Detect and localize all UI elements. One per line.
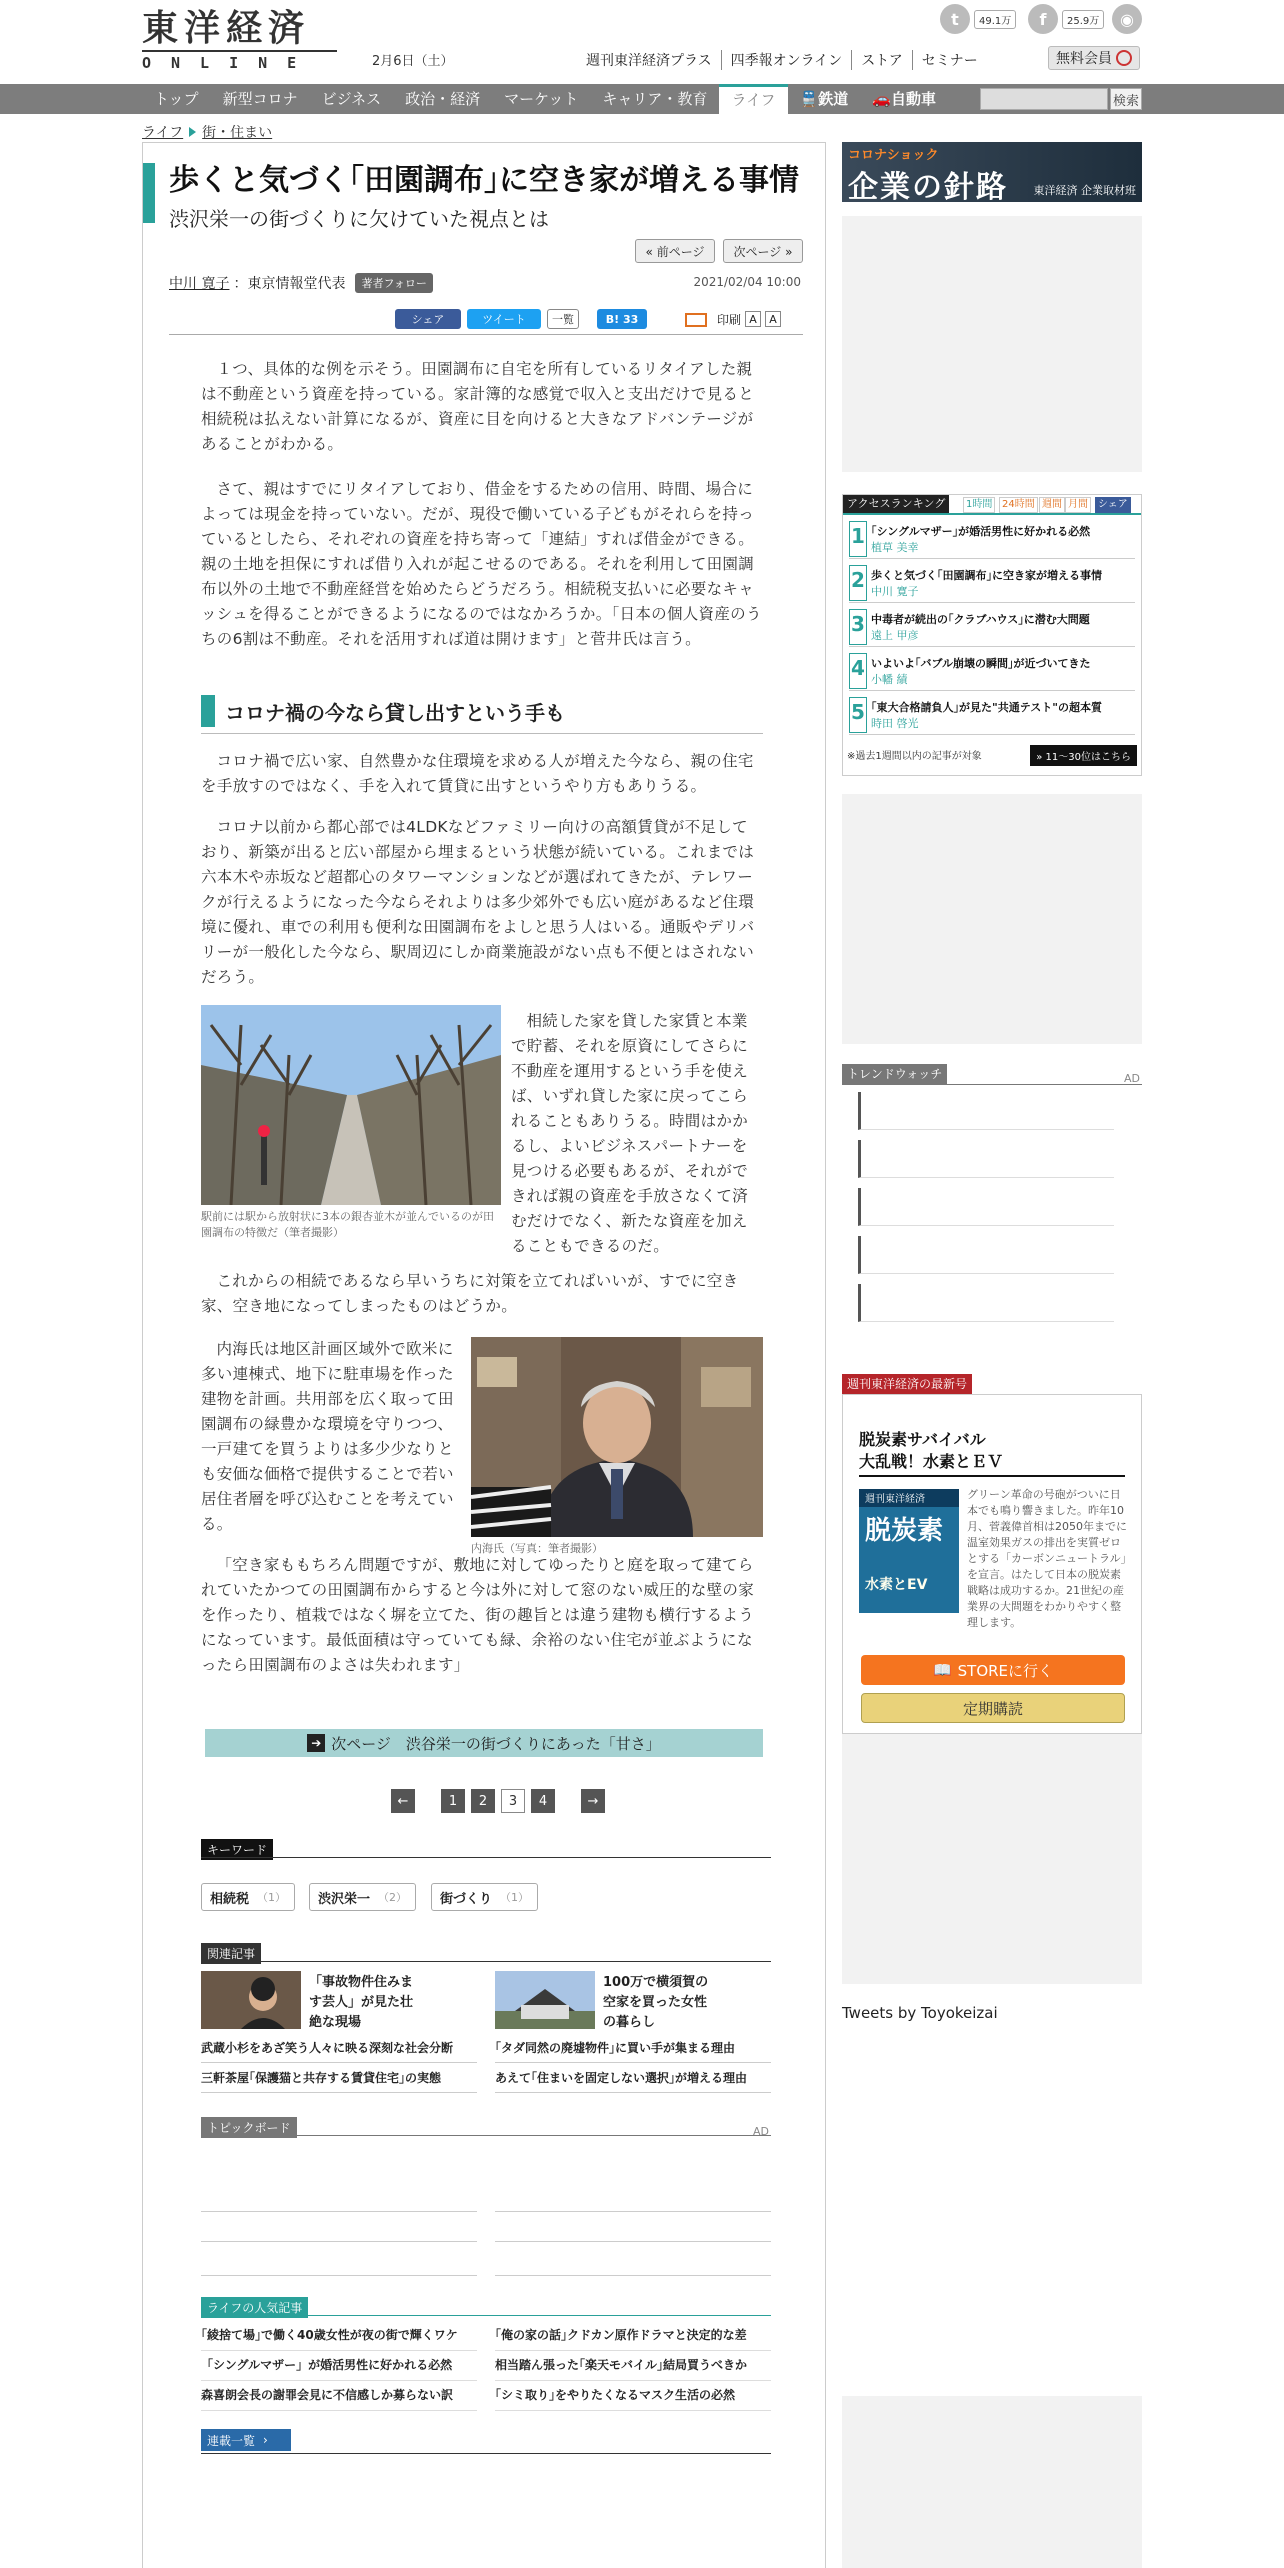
related-link[interactable]: ｢タダ同然の廃墟物件｣に買い手が集まる理由 xyxy=(495,2035,771,2063)
nav-item-top[interactable]: トップ xyxy=(154,90,199,108)
logo-wordmark: 東洋経済 xyxy=(142,7,311,49)
access-ranking xyxy=(842,494,1142,776)
logo-subtitle: ONLINE xyxy=(142,50,337,72)
pagination xyxy=(391,1789,605,1813)
next-page-button[interactable]: 次ページ » xyxy=(723,239,803,263)
nav-railway-label: 鉄道 xyxy=(818,90,849,108)
train-icon: 🚆 xyxy=(799,90,819,108)
paragraph: これからの相続であるなら早いうちに対策を立てればいいが、すでに空き家、空き地になってしまったものはどうか。 xyxy=(201,1272,739,1315)
site-logo[interactable] xyxy=(142,8,337,72)
related-thumbnail[interactable] xyxy=(495,1971,595,2029)
cover-brand: 週刊東洋経済 xyxy=(865,1494,925,1505)
topic-board-divider xyxy=(201,2275,477,2276)
tweet-button[interactable]: ツイート xyxy=(467,309,541,329)
trend-item[interactable] xyxy=(858,1092,1114,1130)
header-link-store[interactable]: ストア xyxy=(851,50,912,70)
ad-label: AD xyxy=(753,2125,769,2138)
ranking-item[interactable] xyxy=(849,519,1135,559)
ranking-title: ｢シングルマザー｣が婚活男性に好かれる必然 xyxy=(871,525,1091,538)
ranking-tab-1h[interactable]: 1時間 xyxy=(963,497,995,513)
popular-link[interactable]: ｢綾捨て場｣で働く40歳女性が夜の街で輝くワケ xyxy=(201,2321,477,2351)
font-large-button[interactable]: A xyxy=(745,311,761,327)
keyword-label: 街づくり xyxy=(440,1891,493,1907)
author-name[interactable]: 中川 寛子 xyxy=(169,276,230,292)
nav-item-life[interactable]: ライフ xyxy=(719,84,787,114)
corona-shock-banner[interactable] xyxy=(842,142,1142,202)
weekly-description: グリーン革命の号砲がついに日本でも鳴り響きました。昨年10月、菅義偉首相は2050年までに温室効果ガスの排出を実質ゼロとする「カーボンニュートラル」を宣言。はたして日本の脱炭素戦略は成功するか。21世紀の産業界の大問題をわかりやすく整理します。 xyxy=(967,1488,1127,1629)
ranking-number: 3 xyxy=(849,609,867,645)
ranking-author: 小幡 績 xyxy=(871,673,908,686)
paragraph: コロナ禍で広い家、自然豊かな住環境を求める人が増えた今なら、親の住宅を手放すのではなく、手を入れて賃貸に出すというやり方もありうる。 xyxy=(201,752,754,795)
section-heading-accent xyxy=(201,695,215,727)
header-link-weekly-plus[interactable]: 週刊東洋経済プラス xyxy=(586,53,712,69)
member-icon xyxy=(1116,50,1132,66)
keyword-label: 相続税 xyxy=(210,1891,250,1907)
site-header xyxy=(0,0,1284,84)
list-button[interactable]: 一覧 xyxy=(547,309,579,329)
article-date: 2021/02/04 10:00 xyxy=(693,275,801,289)
ranking-item[interactable] xyxy=(849,563,1135,603)
uchiumi-portrait-photo[interactable] xyxy=(471,1337,763,1537)
ranking-author: 遠上 甲彦 xyxy=(871,629,919,642)
twitter-count: 49.1万 xyxy=(974,10,1016,29)
weekly-title-line: 脱炭素サバイバル xyxy=(859,1430,986,1449)
print-button[interactable]: 印刷 xyxy=(717,313,742,327)
nav-item-politics[interactable]: 政治・経済 xyxy=(405,90,481,108)
ranking-number: 1 xyxy=(849,521,867,557)
store-button[interactable] xyxy=(861,1655,1125,1685)
free-member-button[interactable] xyxy=(1048,46,1140,70)
serial-list-button[interactable] xyxy=(201,2429,291,2451)
ranking-title: ｢東大合格請負人｣が見た"共通テスト"の超本質 xyxy=(871,701,1103,714)
ranking-more-link[interactable]: » 11～30位はこちら xyxy=(1030,745,1137,766)
topic-board-heading: トピックボード xyxy=(201,2117,297,2138)
article-column xyxy=(142,142,826,2568)
trend-item[interactable] xyxy=(858,1188,1114,1226)
related-feature-title[interactable]: 100万で横須賀の空家を買った女性の暮らし xyxy=(603,1975,709,2030)
related-feature-title[interactable]: 「事故物件住みます芸人」が見た壮絶な現場 xyxy=(309,1975,414,2030)
search-input[interactable] xyxy=(980,88,1108,110)
ranking-heading: アクセスランキング xyxy=(843,495,949,513)
mail-icon[interactable] xyxy=(685,313,707,327)
rss-link[interactable] xyxy=(1112,4,1142,34)
nav-item-automobile[interactable] xyxy=(860,84,948,114)
related-link[interactable]: 武蔵小杉をあざ笑う人々に映る深刻な社会分断 xyxy=(201,2035,477,2063)
book-icon: 📖 xyxy=(932,1661,952,1679)
breadcrumb-root[interactable]: ライフ xyxy=(142,125,184,141)
nav-item-career[interactable]: キャリア・教育 xyxy=(602,90,708,108)
trend-heading: トレンドウォッチ xyxy=(842,1064,947,1084)
serial-rule xyxy=(201,2453,771,2454)
section-heading: コロナ禍の今なら貸し出すという手も xyxy=(225,701,565,725)
ranking-item[interactable] xyxy=(849,607,1135,647)
ad-slot[interactable] xyxy=(842,216,1142,472)
topic-board-divider xyxy=(201,2241,477,2242)
related-heading: 関連記事 xyxy=(201,1943,261,1964)
hatena-bookmark-button[interactable]: B! 33 xyxy=(597,309,647,329)
pagination-page[interactable]: 2 xyxy=(471,1789,495,1813)
next-page-link-label: 次ページ 渋谷栄一の街づくりにあった「甘さ」 xyxy=(331,1734,661,1753)
keywords-heading: キーワード xyxy=(201,1839,273,1860)
section-heading-rule xyxy=(201,733,763,734)
popular-link[interactable]: 相当踏ん張った｢楽天モバイル｣結局買うべきか xyxy=(495,2351,771,2381)
car-icon: 🚗 xyxy=(872,90,891,108)
facebook-icon: f xyxy=(1028,4,1058,34)
ginkgo-street-photo[interactable] xyxy=(201,1005,501,1205)
article-title: 歩くと気づく｢田園調布｣に空き家が増える事情 xyxy=(169,163,799,198)
banner-kicker: コロナショック xyxy=(848,148,939,163)
author-line xyxy=(169,273,433,293)
font-small-button[interactable]: A xyxy=(765,311,781,327)
weekly-cover-image[interactable] xyxy=(859,1489,959,1613)
keyword-label: 渋沢栄一 xyxy=(318,1891,371,1907)
ranking-title: いよいよ｢バブル崩壊の瞬間｣が近づいてきた xyxy=(871,657,1091,670)
ranking-tab-bar xyxy=(843,495,1141,515)
ranking-tab-share[interactable]: シェア xyxy=(1095,497,1131,513)
ranking-tab-week[interactable]: 週間 xyxy=(1039,497,1065,513)
nav-item-covid[interactable]: 新型コロナ xyxy=(222,90,298,108)
photo-side-text: 内海氏は地区計画区域外で欧米に多い連棟式、地下に駐車場を作った建物を計画。共用部を広く取って田園調布の緑豊かな環境を守りつつ、一戸建てを買うよりは多少少なりとも安価な価格で提供することで若い居住者層を呼び込むことを考えている。 xyxy=(201,1340,454,1533)
facebook-follow[interactable] xyxy=(1028,4,1104,34)
trend-item[interactable] xyxy=(858,1284,1114,1322)
photo-side-text: 相続した家を貸した家賃と本業で貯蓄、それを原資にしてさらに不動産を運用するという手を使えば、いずれ貸した家に戻ってこられることもありうる。時間はかかるし、よいビジネスパートナーを見つける必要もあるが、それができれば親の資産を手放さなくて済むだけでなく、新たな資産を加えることもできるのだ。 xyxy=(511,1012,749,1255)
header-link-shikiho[interactable]: 四季報オンライン xyxy=(721,50,852,70)
nav-car-label: 自動車 xyxy=(890,90,936,108)
keyword-tag[interactable] xyxy=(431,1883,538,1911)
topic-board-divider xyxy=(201,2211,477,2212)
keyword-count: （2） xyxy=(378,1891,408,1904)
breadcrumb-current[interactable]: 街・住まい xyxy=(202,125,273,141)
article-subtitle: 渋沢栄一の街づくりに欠けていた視点とは xyxy=(169,207,549,231)
pagination-prev-icon[interactable]: ← xyxy=(391,1789,415,1813)
ranking-author: 中川 寛子 xyxy=(871,585,919,598)
nav-item-railway[interactable] xyxy=(788,84,861,114)
topic-board-divider xyxy=(495,2211,771,2212)
life-popular-rule xyxy=(201,2315,771,2316)
header-link-seminar[interactable]: セミナー xyxy=(912,50,987,70)
weekly-title-rule xyxy=(859,1475,1125,1477)
keyword-count: （1） xyxy=(500,1891,530,1904)
popular-link[interactable]: ｢シミ取り｣をやりたくなるマスク生活の必然 xyxy=(495,2381,771,2411)
nav-item-market[interactable]: マーケット xyxy=(504,90,579,108)
banner-title: 企業の針路 xyxy=(848,170,1008,202)
trend-rule xyxy=(842,1084,1142,1085)
title-accent xyxy=(143,163,155,223)
weekly-title-line: 大乱戦！水素とＥＶ xyxy=(859,1452,1004,1471)
keyword-tag[interactable] xyxy=(309,1883,416,1911)
pagination-next-icon[interactable]: → xyxy=(581,1789,605,1813)
photo-caption: 内海氏（写真：筆者撮影） xyxy=(471,1542,603,1555)
keyword-tag[interactable] xyxy=(201,1883,295,1911)
weekly-title[interactable] xyxy=(859,1429,1003,1473)
ranking-number: 2 xyxy=(849,565,867,601)
ad-slot[interactable] xyxy=(842,1734,1142,1984)
share-bar xyxy=(169,307,803,335)
ranking-tab-month[interactable]: 月間 xyxy=(1065,497,1091,513)
ranking-footnote: ※過去1週間以内の記事が対象 xyxy=(847,751,982,762)
ranking-author: 時田 啓光 xyxy=(871,717,919,730)
global-nav xyxy=(0,84,1284,114)
breadcrumb-arrow-icon xyxy=(189,127,196,137)
weekly-box xyxy=(842,1394,1142,1734)
related-link[interactable]: 三軒茶屋｢保護猫と共存する賃貸住宅｣の実態 xyxy=(201,2065,477,2093)
banner-credit: 東洋経済 企業取材班 xyxy=(1033,184,1136,197)
topic-board-divider xyxy=(495,2241,771,2242)
author-follow-button[interactable]: 著者フォロー xyxy=(355,273,432,293)
serial-list-label: 連載一覧 xyxy=(207,2433,256,2448)
topic-board-rule xyxy=(201,2135,771,2136)
paragraph: さて、親はすでにリタイアしており、借金をするための信用、時間、場合によっては現金を持っていない。だが、現役で働いている子どもがそれらを持っているとしたら、それぞれの資産を持ち寄って「連結」すれば借金ができる。親の土地を担保にすれば借り入れが起こせるのである。それを利用して田園調布以外の土地で不動産経営を始めたらどうだろう。相続税支払いに必要なキャッシュを得ることができるようになるのではなかろうか。「日本の個人資産のうちの6割は不動産。それを活用すれば道は開けます」と菅井氏は言う。 xyxy=(201,480,762,648)
store-button-label: STOREに行く xyxy=(957,1661,1054,1680)
author-role: ：東京情報堂代表 xyxy=(233,276,346,292)
rss-icon: ◉ xyxy=(1112,4,1142,34)
cover-subtitle: 水素とEV xyxy=(865,1577,928,1593)
paragraph: コロナ以前から都心部では4LDKなどファミリー向けの高額賃貸が不足しており、新築が出ると広い部屋から埋まるという状態が続いている。これまでは六本木や赤坂など超都心のタワーマンションなどが選ばれてきたが、テレワークが行えるようになった今ならそれよりは多少郊外でも広い庭があるなど住環境に優れ、車での利用も便利な田園調布をよしと思う人はいる。通販やデリバリーが一般化した今なら、駅周辺にしか商業施設がない点も不便とはされないだろう。 xyxy=(201,818,755,986)
subscribe-button[interactable]: 定期購読 xyxy=(861,1693,1125,1723)
trend-item[interactable] xyxy=(858,1140,1114,1178)
member-label: 無料会員 xyxy=(1056,51,1112,67)
next-page-link[interactable] xyxy=(205,1729,763,1757)
chevron-right-icon: › xyxy=(263,2433,268,2447)
keyword-count: （1） xyxy=(257,1891,287,1904)
nav-item-business[interactable]: ビジネス xyxy=(321,90,382,108)
weekly-latest-issue xyxy=(842,1374,1142,1718)
trend-item[interactable] xyxy=(858,1236,1114,1274)
ad-slot[interactable] xyxy=(842,794,1142,1044)
ranking-author: 植草 美幸 xyxy=(871,541,919,554)
cover-title: 脱炭素 xyxy=(865,1516,944,1546)
ranking-item[interactable] xyxy=(849,651,1135,691)
ranking-tab-24h[interactable]: 24時間 xyxy=(999,497,1038,513)
pagination-page[interactable]: 4 xyxy=(531,1789,555,1813)
related-rule xyxy=(201,1961,771,1962)
related-link[interactable]: あえて｢住まいを固定しない選択｣が増える理由 xyxy=(495,2065,771,2093)
keywords-rule xyxy=(201,1857,771,1858)
quote-paragraph: 「空き家ももちろん問題ですが、敷地に対してゆったりと庭を取って建てられていたかつての田園調布からすると今は外に対して窓のない威圧的な壁の家を作ったり、植栽ではなく塀を立てた、街の趣旨とは違う建物も横行するようになっています。最低面積は守っていても緑、余裕のない住宅が並ぶようになったら田園調布のよさは失われます」 xyxy=(201,1556,755,1674)
weekly-heading: 週刊東洋経済の最新号 xyxy=(842,1374,972,1394)
paragraph: １つ、具体的な例を示そう。田園調布に自宅を所有しているリタイアした親は不動産という資産を持っている。家計簿的な感覚で収入と支出だけで見ると相続税は払えない計算になるが、資産に目を向けると大きなアドバンテージがあることがわかる。 xyxy=(201,360,755,453)
facebook-count: 25.9万 xyxy=(1062,10,1104,29)
related-thumbnail[interactable] xyxy=(201,1971,301,2029)
arrow-right-icon: ➔ xyxy=(307,1734,325,1752)
ranking-item[interactable] xyxy=(849,695,1135,735)
ad-slot[interactable] xyxy=(842,2396,1142,2568)
ad-label: AD xyxy=(1124,1072,1140,1085)
header-date: 2月6日（土） xyxy=(372,54,454,69)
pagination-page-current: 3 xyxy=(501,1789,525,1813)
twitter-follow[interactable] xyxy=(940,4,1016,34)
life-popular-heading: ライフの人気記事 xyxy=(201,2297,308,2318)
popular-link[interactable]: ｢俺の家の話｣クドカン原作ドラマと決定的な差 xyxy=(495,2321,771,2351)
ranking-title: 歩くと気づく｢田園調布｣に空き家が増える事情 xyxy=(871,569,1102,582)
popular-link[interactable]: 森喜朗会長の謝罪会見に不信感しか募らない訳 xyxy=(201,2381,477,2411)
header-links xyxy=(586,50,987,70)
ranking-title: 中毒者が続出の｢クラブハウス｣に潜む大問題 xyxy=(871,613,1090,626)
ranking-number: 5 xyxy=(849,697,867,733)
breadcrumb xyxy=(142,122,272,142)
photo-caption: 駅前には駅から放射状に3本の銀杏並木が並んでいるのが田園調布の特徴だ（筆者撮影） xyxy=(201,1210,494,1239)
popular-link[interactable]: 「シングルマザー」が婚活男性に好かれる必然 xyxy=(201,2351,477,2381)
prev-page-button[interactable]: « 前ページ xyxy=(635,239,715,263)
topic-board-divider xyxy=(495,2275,771,2276)
tweets-embed-link[interactable]: Tweets by Toyokeizai xyxy=(842,2004,998,2022)
pagination-page[interactable]: 1 xyxy=(441,1789,465,1813)
search-button[interactable]: 検索 xyxy=(1110,88,1142,110)
facebook-share-button[interactable]: シェア xyxy=(395,309,461,329)
ranking-number: 4 xyxy=(849,653,867,689)
twitter-icon: t xyxy=(940,4,970,34)
